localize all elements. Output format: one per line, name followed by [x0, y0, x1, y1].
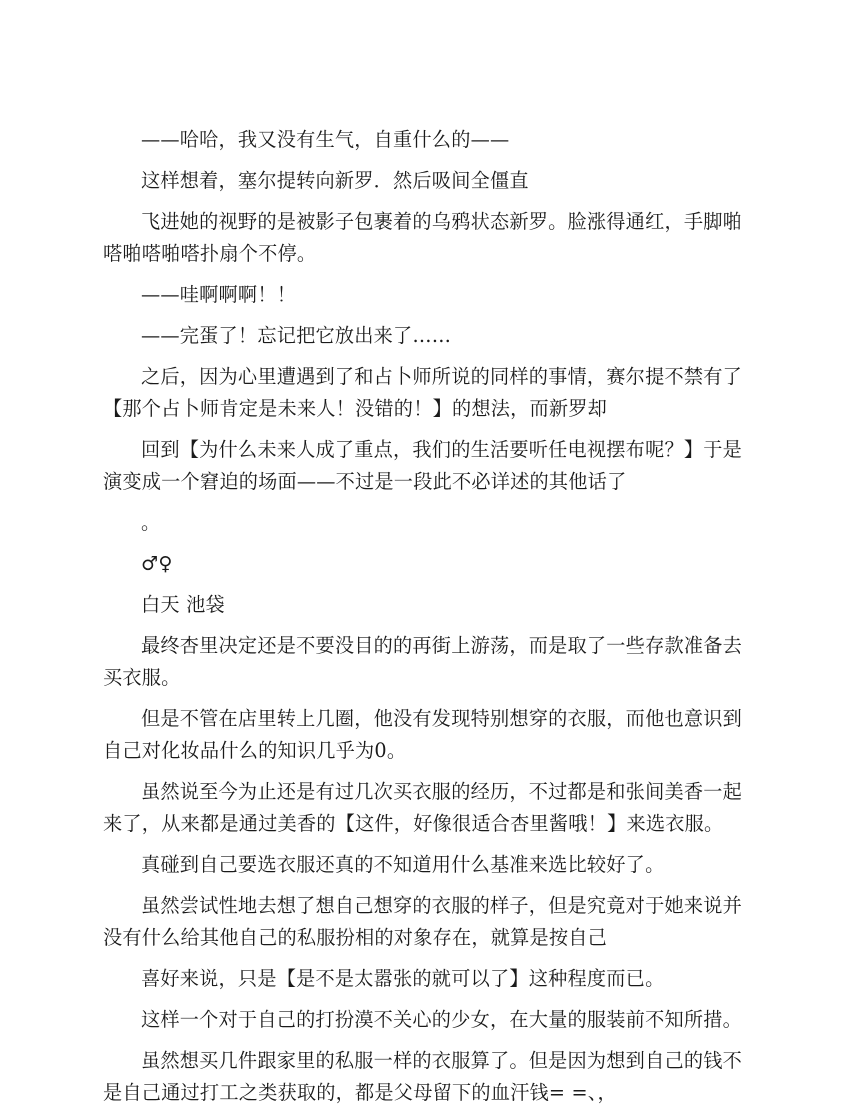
paragraph: 虽然说至今为止还是有过几次买衣服的经历，不过都是和张间美香一起来了，从来都是通过美香的【这件，好像很适合杏里酱哦！】来选衣服。 — [103, 780, 743, 835]
paragraph: ——哇啊啊啊！！ — [141, 283, 297, 306]
paragraph: 之后，因为心里遭遇到了和占卜师所说的同样的事情，赛尔提不禁有了【那个占卜师肯定是未来人！没错的！】的想法，而新罗却 — [103, 365, 743, 420]
paragraph: 。 — [141, 511, 161, 534]
scene-heading: 白天 池袋 — [141, 593, 225, 616]
paragraph: 喜好来说，只是【是不是太嚣张的就可以了】这种程度而已。 — [141, 967, 665, 990]
paragraph: 这样想着，塞尔提转向新罗．然后吸间全僵直 — [141, 169, 529, 192]
paragraph: 飞进她的视野的是被影子包裹着的乌鸦状态新罗。脸涨得通红，手脚啪嗒啪嗒啪嗒扑扇个不停。 — [103, 210, 743, 265]
paragraph: ——哈哈，我又没有生气，自重什么的—— — [141, 128, 510, 151]
paragraph: 真碰到自己要选衣服还真的不知道用什么基准来选比较好了。 — [141, 853, 665, 876]
paragraph: 虽然想买几件跟家里的私服一样的衣服算了。但是因为想到自己的钱不是自己通过打工之类获取的，都是父母留下的血汗钱= =、， — [103, 1049, 743, 1104]
paragraph: 回到【为什么未来人成了重点，我们的生活要听任电视摆布呢？】于是演变成一个窘迫的场面——不过是一段此不必详述的其他话了 — [103, 438, 743, 493]
document-body — [103, 124, 748, 1118]
paragraph: ——完蛋了！忘记把它放出来了…… — [141, 324, 452, 347]
paragraph: 最终杏里决定还是不要没目的的再街上游荡，而是取了一些存款准备去买衣服。 — [103, 634, 743, 689]
section-divider-symbols: ♂♀ — [141, 552, 173, 575]
paragraph: 这样一个对于自己的打扮漠不关心的少女，在大量的服装前不知所措。 — [141, 1008, 743, 1031]
paragraph: 但是不管在店里转上几圈，他没有发现特别想穿的衣服，而他也意识到自己对化妆品什么的知识几乎为0。 — [103, 707, 743, 762]
paragraph: 虽然尝试性地去想了想自己想穿的衣服的样子，但是究竟对于她来说并没有什么给其他自己的私服扮相的对象存在，就算是按自己 — [103, 894, 743, 949]
